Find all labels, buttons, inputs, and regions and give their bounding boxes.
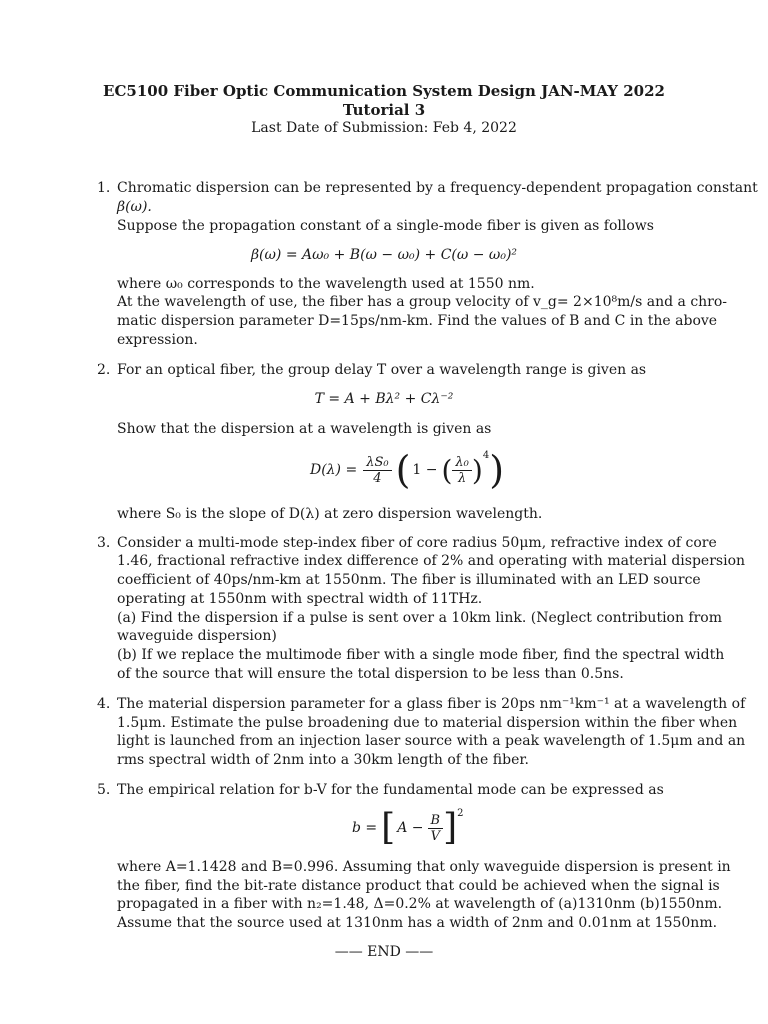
question-number: 3. — [97, 535, 111, 551]
question-text: rms spectral width of 2nm into a 30km length of the fiber. — [117, 752, 529, 768]
question-text: light is launched from an injection laser source with a peak wavelength of 1.5μm and an — [117, 733, 746, 749]
left-paren: ( — [395, 448, 411, 492]
fraction-numerator: λS₀ — [363, 455, 391, 471]
fraction-numerator: λ₀ — [452, 455, 471, 471]
question-number: 5. — [97, 782, 111, 798]
question-text: At the wavelength of use, the fiber has a group velocity of v_g= 2×10⁸m/s and a chro- — [117, 294, 728, 310]
question-text: where S₀ is the slope of D(λ) at zero dispersion wavelength. — [117, 506, 543, 522]
equation: T = A + Bλ² + Cλ⁻² — [314, 391, 454, 407]
fraction-denominator: 4 — [373, 470, 382, 486]
question-text: The material dispersion parameter for a glass fiber is 20ps nm⁻¹km⁻¹ at a wavelength of — [117, 696, 746, 712]
document-subtitle: Tutorial 3 — [342, 101, 426, 119]
question-number: 4. — [97, 696, 111, 712]
equation-inner: 1 − — [412, 462, 438, 478]
question-text: expression. — [117, 332, 198, 348]
question-text: coefficient of 40ps/nm-km at 1550nm. The fiber is illuminated with an LED source — [117, 572, 701, 588]
right-paren: ) — [471, 453, 483, 487]
question-text: matic dispersion parameter D=15ps/nm-km. Find the values of B and C in the above — [117, 313, 718, 329]
question-text: Assume that the source used at 1310nm has a width of 2nm and 0.01nm at 1550nm. — [117, 915, 718, 931]
question-text: waveguide dispersion) — [117, 628, 277, 644]
equation-lhs: D(λ) = — [310, 462, 358, 478]
fraction-denominator: λ — [458, 470, 467, 486]
equation-fraction — [428, 813, 444, 844]
left-paren: ( — [441, 453, 453, 487]
question-text: propagated in a fiber with n₂=1.48, Δ=0.2% at wavelength of (a)1310nm (b)1550nm. — [117, 896, 723, 912]
exponent: 2 — [457, 808, 464, 819]
question-text: The empirical relation for b-V for the fundamental mode can be expressed as — [117, 782, 664, 798]
question-text: where A=1.1428 and B=0.996. Assuming that only waveguide dispersion is present in — [117, 859, 731, 875]
question-number: 1. — [97, 180, 111, 196]
right-bracket: ] — [443, 807, 458, 848]
question-text: (a) Find the dispersion if a pulse is sent over a 10km link. (Neglect contribution from — [117, 610, 723, 626]
question-text: β(ω). — [117, 199, 152, 215]
question-text: Chromatic dispersion can be represented by a frequency-dependent propagation constant — [117, 180, 758, 196]
question-text: where ω₀ corresponds to the wavelength used at 1550 nm. — [117, 276, 535, 292]
question-text: the fiber, find the bit-rate distance product that could be achieved when the signal is — [117, 878, 720, 894]
question-text: 1.46, fractional refractive index difference of 2% and operating with material dispersion — [117, 553, 746, 569]
end-marker: —— END —— — [334, 944, 434, 960]
fraction-numerator: B — [428, 813, 444, 829]
exponent: 4 — [482, 450, 490, 461]
question-text: Suppose the propagation constant of a single-mode fiber is given as follows — [117, 218, 654, 234]
question-text: operating at 1550nm with spectral width of 11THz. — [117, 591, 483, 607]
question-text: Consider a multi-mode step-index fiber of core radius 50μm, refractive index of core — [117, 535, 717, 551]
fraction-denominator: V — [430, 828, 440, 844]
equation: β(ω) = Aω₀ + B(ω − ω₀) + C(ω − ω₀)² — [250, 247, 518, 263]
question-text: (b) If we replace the multimode fiber with a single mode fiber, find the spectral width — [117, 647, 725, 663]
dispersion-equation — [310, 446, 504, 494]
left-bracket: [ — [381, 807, 396, 848]
question-text: 1.5μm. Estimate the pulse broadening due to material dispersion within the fiber when — [117, 715, 738, 731]
right-paren: ) — [489, 448, 505, 492]
question-number: 2. — [97, 362, 111, 378]
bv-equation — [352, 806, 463, 850]
question-text: Show that the dispersion at a wavelength is given as — [117, 421, 492, 437]
question-text: For an optical fiber, the group delay T over a wavelength range is given as — [117, 362, 647, 378]
equation-fraction — [363, 455, 391, 486]
equation-lhs: b = — [352, 820, 378, 836]
document-title: EC5100 Fiber Optic Communication System Design JAN-MAY 2022 — [103, 82, 665, 100]
equation-inner: A − — [397, 820, 424, 836]
question-text: of the source that will ensure the total dispersion to be less than 0.5ns. — [117, 666, 624, 682]
submission-date: Last Date of Submission: Feb 4, 2022 — [251, 120, 517, 136]
equation-fraction — [452, 455, 471, 486]
